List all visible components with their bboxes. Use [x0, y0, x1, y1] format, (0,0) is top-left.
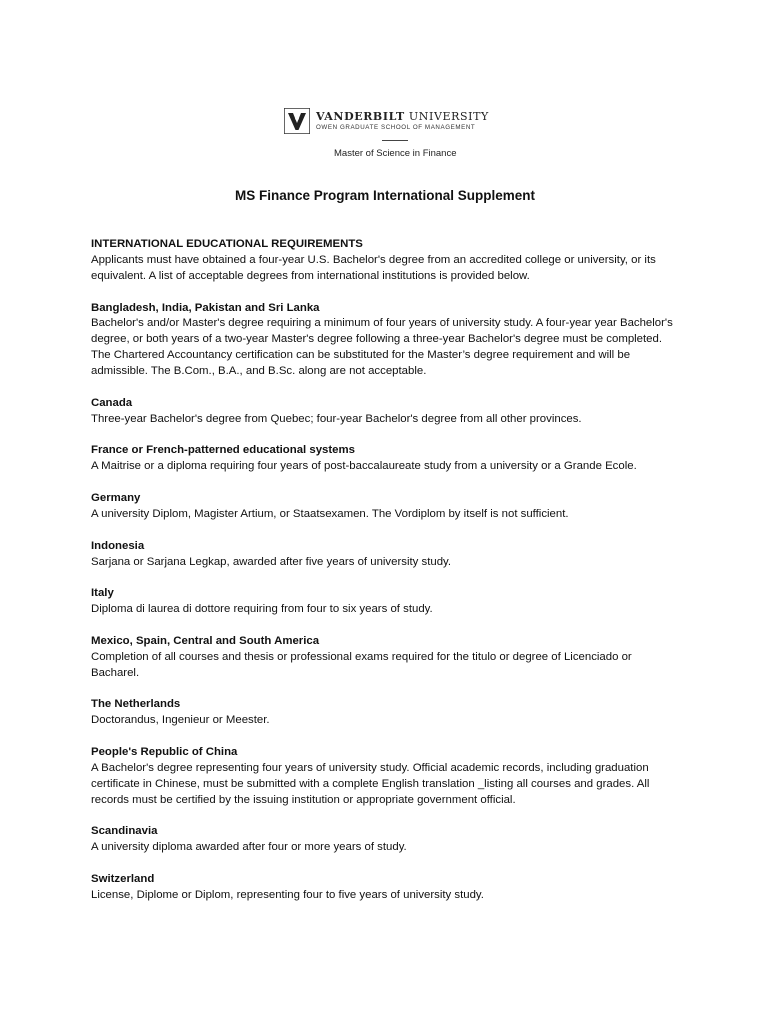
- logo-divider: [382, 140, 408, 141]
- section-heading: The Netherlands: [91, 698, 181, 711]
- section-heading: INTERNATIONAL EDUCATIONAL REQUIREMENTS: [91, 238, 363, 250]
- school-name: OWEN GRADUATE SCHOOL OF MANAGEMENT: [316, 124, 476, 131]
- section-heading: Bangladesh, India, Pakistan and Sri Lanka: [91, 301, 320, 314]
- section-indonesia: [91, 539, 679, 571]
- section-italy: [91, 586, 679, 618]
- section-canada: [91, 396, 679, 428]
- university-name-bold: VANDERBILT: [316, 110, 405, 123]
- section-body: A Bachelor's degree representing four years of university study. Official academic records, including graduation certificate in Chinese, must be submitted with a complete English translation _listing all courses and grades. All records must be certified by the issuing institution or appropriate government official.: [91, 761, 650, 806]
- section-body: A university diploma awarded after four or more years of study.: [91, 841, 407, 854]
- requirements-content: [91, 237, 679, 920]
- section-heading: Canada: [91, 396, 133, 409]
- section-body: Bachelor's and/or Master's degree requiring a minimum of four years of university study. A four-year year Bachelor's degree, or both years of a two-year Master's degree following a three-year Bachelor's degree must be completed. The Chartered Accountancy certification can be substituted for the Master’s degree requirement and will be admissible. The B.Com., B.A., and B.Sc. along are not acceptable.: [91, 317, 673, 378]
- section-netherlands: [91, 697, 679, 729]
- section-body: Doctorandus, Ingenieur or Meester.: [91, 714, 270, 727]
- section-heading: Switzerland: [91, 873, 155, 886]
- university-name: [316, 110, 489, 123]
- section-body: Three-year Bachelor's degree from Quebec; four-year Bachelor's degree from all other provinces.: [91, 412, 582, 425]
- logo-text: [316, 110, 489, 132]
- section-heading: Germany: [91, 492, 141, 505]
- section-international-requirements: [91, 237, 679, 285]
- section-body: License, Diplome or Diplom, representing four to five years of university study.: [91, 888, 484, 901]
- section-south-asia: [91, 301, 679, 381]
- section-heading: Indonesia: [91, 539, 145, 552]
- section-body: Applicants must have obtained a four-year U.S. Bachelor's degree from an accredited college or university, or its equivalent. A list of acceptable degrees from international institutions is provided below.: [91, 253, 656, 282]
- section-body: Completion of all courses and thesis or professional exams required for the titulo or degree of Licenciado or Bacharel.: [91, 650, 632, 679]
- university-logo: [284, 106, 494, 160]
- document-title: MS Finance Program International Supplement: [234, 188, 536, 203]
- section-germany: [91, 491, 679, 523]
- section-body: A university Diplom, Magister Artium, or Staatsexamen. The Vordiplom by itself is not sufficient.: [91, 507, 569, 520]
- section-heading: Scandinavia: [91, 825, 158, 838]
- section-body: A Maitrise or a diploma requiring four years of post-baccalaureate study from a university or a Grande Ecole.: [91, 460, 637, 473]
- section-switzerland: [91, 872, 679, 904]
- section-heading: France or French-patterned educational systems: [91, 444, 355, 457]
- section-china: [91, 745, 679, 809]
- section-scandinavia: [91, 824, 679, 856]
- section-heading: Mexico, Spain, Central and South America: [91, 634, 320, 647]
- section-body: Sarjana or Sarjana Legkap, awarded after five years of university study.: [91, 555, 452, 568]
- section-france: [91, 443, 679, 475]
- vanderbilt-v-oak-leaf-logo-icon: [284, 108, 310, 134]
- section-latin-america: [91, 634, 679, 682]
- university-name-rest: UNIVERSITY: [404, 110, 489, 123]
- program-name: Master of Science in Finance: [334, 148, 457, 159]
- section-heading: Italy: [91, 587, 114, 600]
- section-heading: People's Republic of China: [91, 746, 238, 759]
- section-body: Diploma di laurea di dottore requiring from four to six years of study.: [91, 603, 433, 616]
